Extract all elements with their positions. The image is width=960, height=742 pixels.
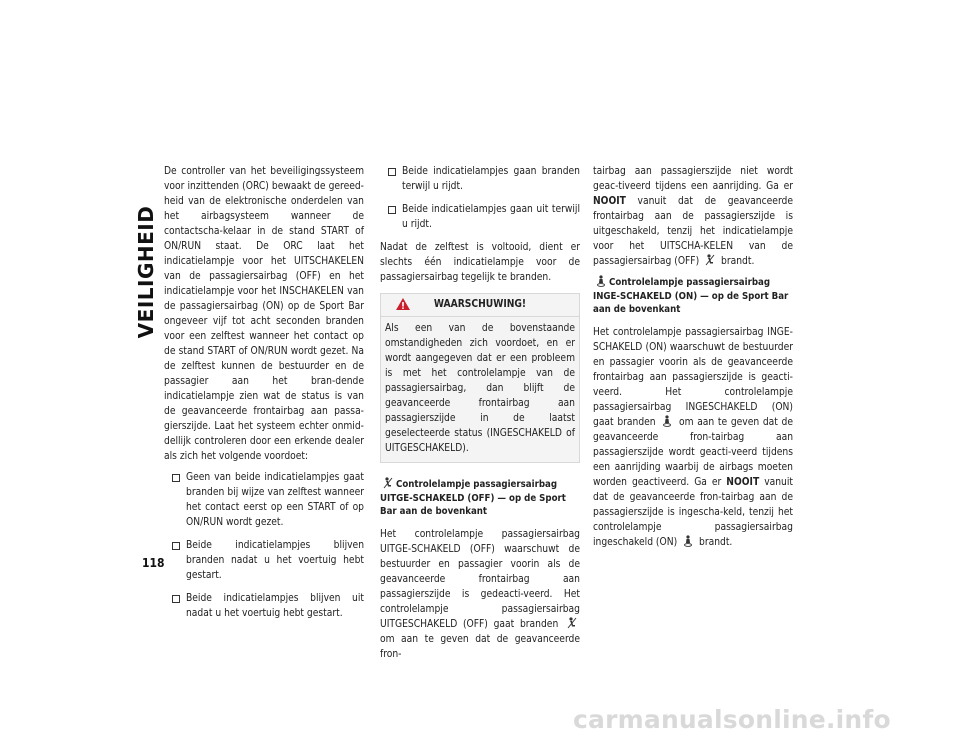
emphasis-nooit: NOOIT xyxy=(726,476,760,488)
airbag-on-icon xyxy=(662,415,672,427)
list-item: Beide indicatielampjes blijven uit nadat u het voertuig hebt gestart. xyxy=(172,591,364,621)
airbag-off-icon xyxy=(567,617,577,629)
list-item: Beide indicatielampjes gaan branden terwijl u rijdt. xyxy=(388,164,580,194)
airbag-on-icon xyxy=(596,275,606,287)
warning-triangle-icon xyxy=(395,297,411,311)
list-item: Beide indicatielampjes blijven branden nadat u het voertuig hebt gestart. xyxy=(172,538,364,583)
square-bullet-icon xyxy=(172,474,180,482)
section-tab xyxy=(134,172,158,372)
airbag-off-icon xyxy=(383,477,393,489)
page-number: 118 xyxy=(142,556,165,570)
airbag-off-paragraph: Het controlelampje passagiersairbag UITGE-SCHAKELD (OFF) waarschuwt de bestuurder en passagier voorin als de geavanceerde frontairbag aan passagierszijde is gedeacti-veerd. Het controlelampje passagiersairbag UITGESCHAKELD (OFF) gaat branden om aan te geven dat de geavanceerde fron- xyxy=(380,528,580,660)
airbag-on-icon xyxy=(683,535,693,547)
column-1 xyxy=(164,164,364,629)
watermark: carmanualsonline.info xyxy=(573,705,891,734)
column-2 xyxy=(380,164,580,668)
warning-header xyxy=(381,294,579,317)
airbag-on-heading: Controlelampje passagiersairbag INGE-SCHAKELD (ON) — op de Sport Bar aan de bovenkant xyxy=(593,277,789,315)
square-bullet-icon xyxy=(172,595,180,603)
list-item: Geen van beide indicatielampjes gaat branden bij wijze van zelftest wanneer het contact eerst op een START of op ON/RUN wordt gezet. xyxy=(172,470,364,530)
intro-paragraph: De controller van het beveiligingssysteem voor inzittenden (ORC) bewaakt de gereed-heid van de elektronische onderdelen van het airbagsysteem wanneer de contactscha-kelaar in de stand START of ON/RUN staat. De ORC laat het indicatielampje voor het UITSCHAKELEN van de passagiersairbag (OFF) en het indicatielampje voor het INSCHAKELEN van de passagiersairbag (ON) op de Sport Bar ongeveer vijf tot acht seconden branden voor een zelftest wanneer het contact op de stand START of ON/RUN wordt gezet. Na de zelftest kunnen de bestuurder en de passagier aan het bran-dende indicatielampje zien wat de status is van de geavanceerde frontairbag aan passa-gierszijde. Laat het systeem echter onmid-dellijk controleren door een erkende dealer als zich het volgende voordoet: xyxy=(164,166,364,462)
column-3 xyxy=(593,164,793,556)
selftest-paragraph: Nadat de zelftest is voltooid, dient er slechts één indicatielampje voor de passagiersairbag tegelijk te branden. xyxy=(380,242,580,283)
warning-box xyxy=(380,293,580,463)
emphasis-nooit: NOOIT xyxy=(593,196,626,207)
airbag-off-icon xyxy=(705,254,715,266)
airbag-on-paragraph: Het controlelampje passagiersairbag INGE-SCHAKELD (ON) waarschuwt de bestuurder en passagier voorin als de geavanceerde frontairbag aan passagierszijde is geacti-veerd. Het controlelampje passagiersairbag INGESCHAKELD (ON) gaat branden om aan te geven dat de geavanceerde fron-tairbag aan passagierszijde wordt geacti-veerd tijdens een aanrijding waarbij de airbags moeten worden geactiveerd. Ga er NOOIT vanuit dat de geavanceerde fron-tairbag aan de passagierszijde is ingescha-keld, tenzij het controlelampje passagiersairbag ingeschakeld (ON) brandt. xyxy=(593,326,793,548)
warning-text: Als een van de bovenstaande omstandigheden zich voordoet, en er wordt aangegeven dat er een probleem is met het controlelampje van de passagiersairbag, dan blijft de geavanceerde frontairbag aan passagierszijde in de laatst geselecteerde status (INGESCHAKELD of UITGESCHAKELD). xyxy=(385,323,575,454)
square-bullet-icon xyxy=(388,168,396,176)
airbag-off-continued: tairbag aan passagierszijde niet wordt geac-tiveerd tijdens een aanrijding. Ga er NOOIT vanuit dat de geavanceerde frontairbag aan de passagierszijde is uitgeschakeld, tenzij het indicatielampje voor het UITSCHA-KELEN van de passagiersairbag (OFF) brandt. xyxy=(593,166,793,267)
square-bullet-icon xyxy=(388,206,396,214)
airbag-off-heading: Controlelampje passagiersairbag UITGE-SCHAKELD (OFF) — op de Sport Bar aan de bovenkant xyxy=(380,479,566,517)
warning-title: WAARSCHUWING! xyxy=(433,299,527,310)
list-item: Beide indicatielampjes gaan uit terwijl u rijdt. xyxy=(388,202,580,232)
square-bullet-icon xyxy=(172,542,180,550)
section-title: VEILIGHEID xyxy=(134,205,158,339)
